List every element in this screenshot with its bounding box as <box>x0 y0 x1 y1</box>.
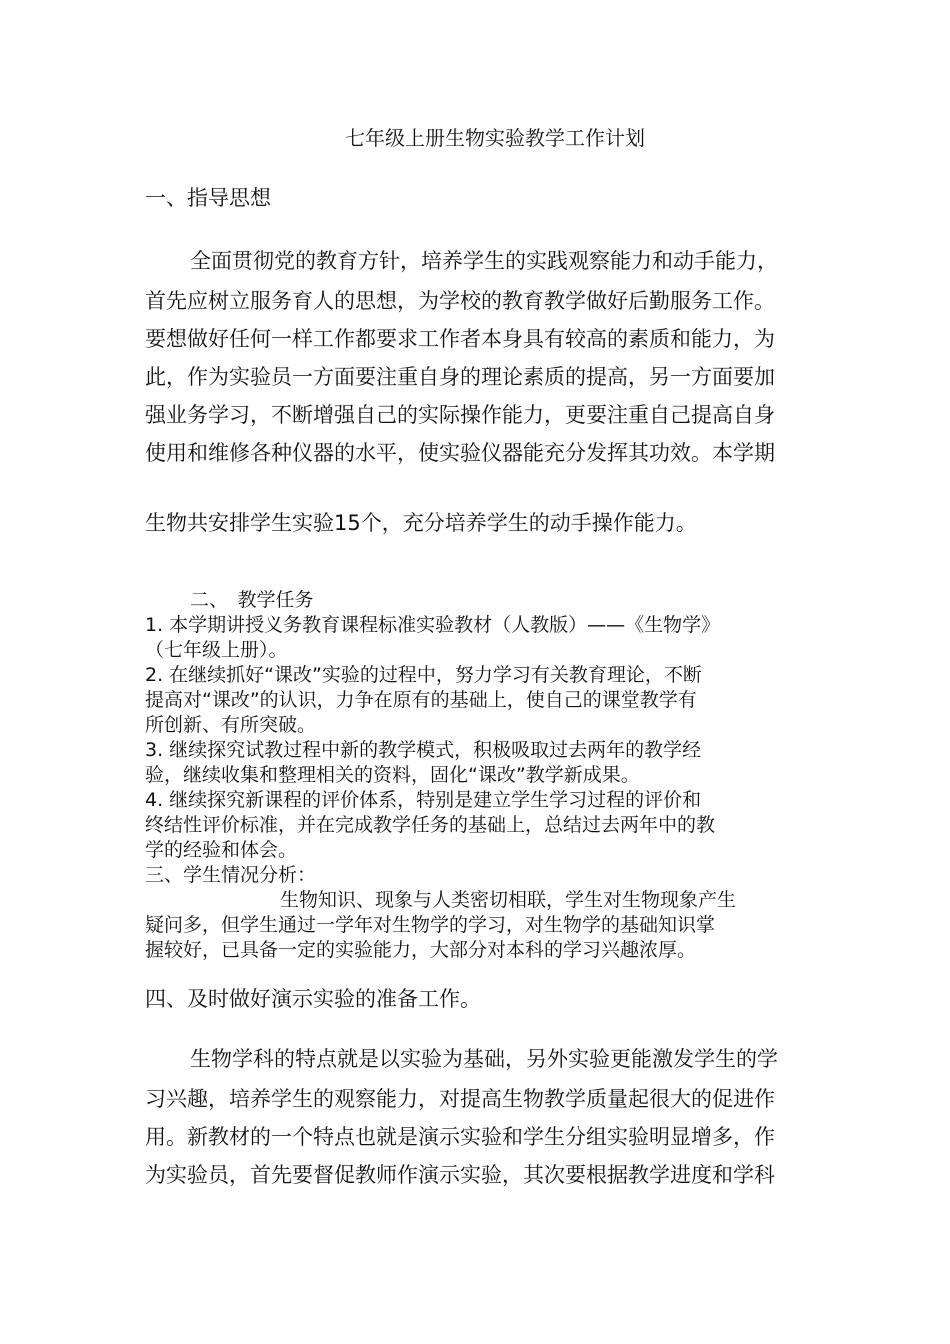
paragraph-line: 生物学科的特点就是以实验为基础，另外实验更能激发学生的学 <box>190 1047 778 1071</box>
list-line: 所创新、有所突破。 <box>145 714 317 736</box>
section-heading-guiding-ideology: 一、指导思想 <box>145 186 271 210</box>
section-heading-student-analysis: 三、学生情况分析： <box>145 864 317 886</box>
paragraph-line: 使用和维修各种仪器的水平，使实验仪器能充分发挥其功效。本学期 <box>145 441 775 465</box>
paragraph-line: 为实验员，首先要督促教师作演示实验，其次要根据教学进度和学科 <box>145 1163 775 1187</box>
list-line: 学的经验和体会。 <box>145 839 298 861</box>
list-line: 4. 继续探究新课程的评价体系，特别是建立学生学习过程的评价和 <box>145 789 702 811</box>
paragraph-line: 生物知识、现象与人类密切相联，学生对生物现象产生 <box>280 889 737 911</box>
list-line: 3. 继续探究试教过程中新的教学模式，积极吸取过去两年的教学经 <box>145 739 702 761</box>
paragraph-line: 全面贯彻党的教育方针，培养学生的实践观察能力和动手能力， <box>190 249 778 273</box>
list-line: 终结性评价标准，并在完成教学任务的基础上，总结过去两年中的教 <box>145 814 716 836</box>
list-line: 提高对“课改”的认识，力争在原有的基础上，使自己的课堂教学有 <box>145 689 697 711</box>
paragraph-line: 疑问多，但学生通过一学年对生物学的学习，对生物学的基础知识掌 <box>145 914 716 936</box>
list-line: 1. 本学期讲授义务教育课程标准实验教材（人教版）——《生物学》 <box>145 614 721 636</box>
paragraph-line: 生物共安排学生实验15个，充分培养学生的动手操作能力。 <box>145 511 697 535</box>
document-title: 七年级上册生物实验教学工作计划 <box>345 126 645 150</box>
paragraph-line: 首先应树立服务育人的思想，为学校的教育教学做好后勤服务工作。 <box>145 289 775 313</box>
paragraph-line: 用。新教材的一个特点也就是演示实验和学生分组实验明显增多，作 <box>145 1125 775 1149</box>
section-heading-teaching-tasks: 二、 教学任务 <box>190 589 314 611</box>
paragraph-line: 习兴趣，培养学生的观察能力，对提高生物教学质量起很大的促进作 <box>145 1087 775 1111</box>
list-line: 2. 在继续抓好“课改”实验的过程中，努力学习有关教育理论，不断 <box>145 664 702 686</box>
paragraph-line: 要想做好任何一样工作都要求工作者本身具有较高的素质和能力，为 <box>145 327 775 351</box>
list-line: 验，继续收集和整理相关的资料，固化“课改”教学新成果。 <box>145 764 640 786</box>
section-heading-demo-experiments: 四、及时做好演示实验的准备工作。 <box>145 987 481 1011</box>
paragraph-line: 此，作为实验员一方面要注重自身的理论素质的提高，另一方面要加 <box>145 365 775 389</box>
paragraph-line: 握较好，已具备一定的实验能力，大部分对本科的学习兴趣浓厚。 <box>145 939 697 961</box>
paragraph-line: 强业务学习，不断增强自己的实际操作能力，更要注重自己提高自身 <box>145 403 775 427</box>
list-line: （七年级上册）。 <box>145 639 288 661</box>
